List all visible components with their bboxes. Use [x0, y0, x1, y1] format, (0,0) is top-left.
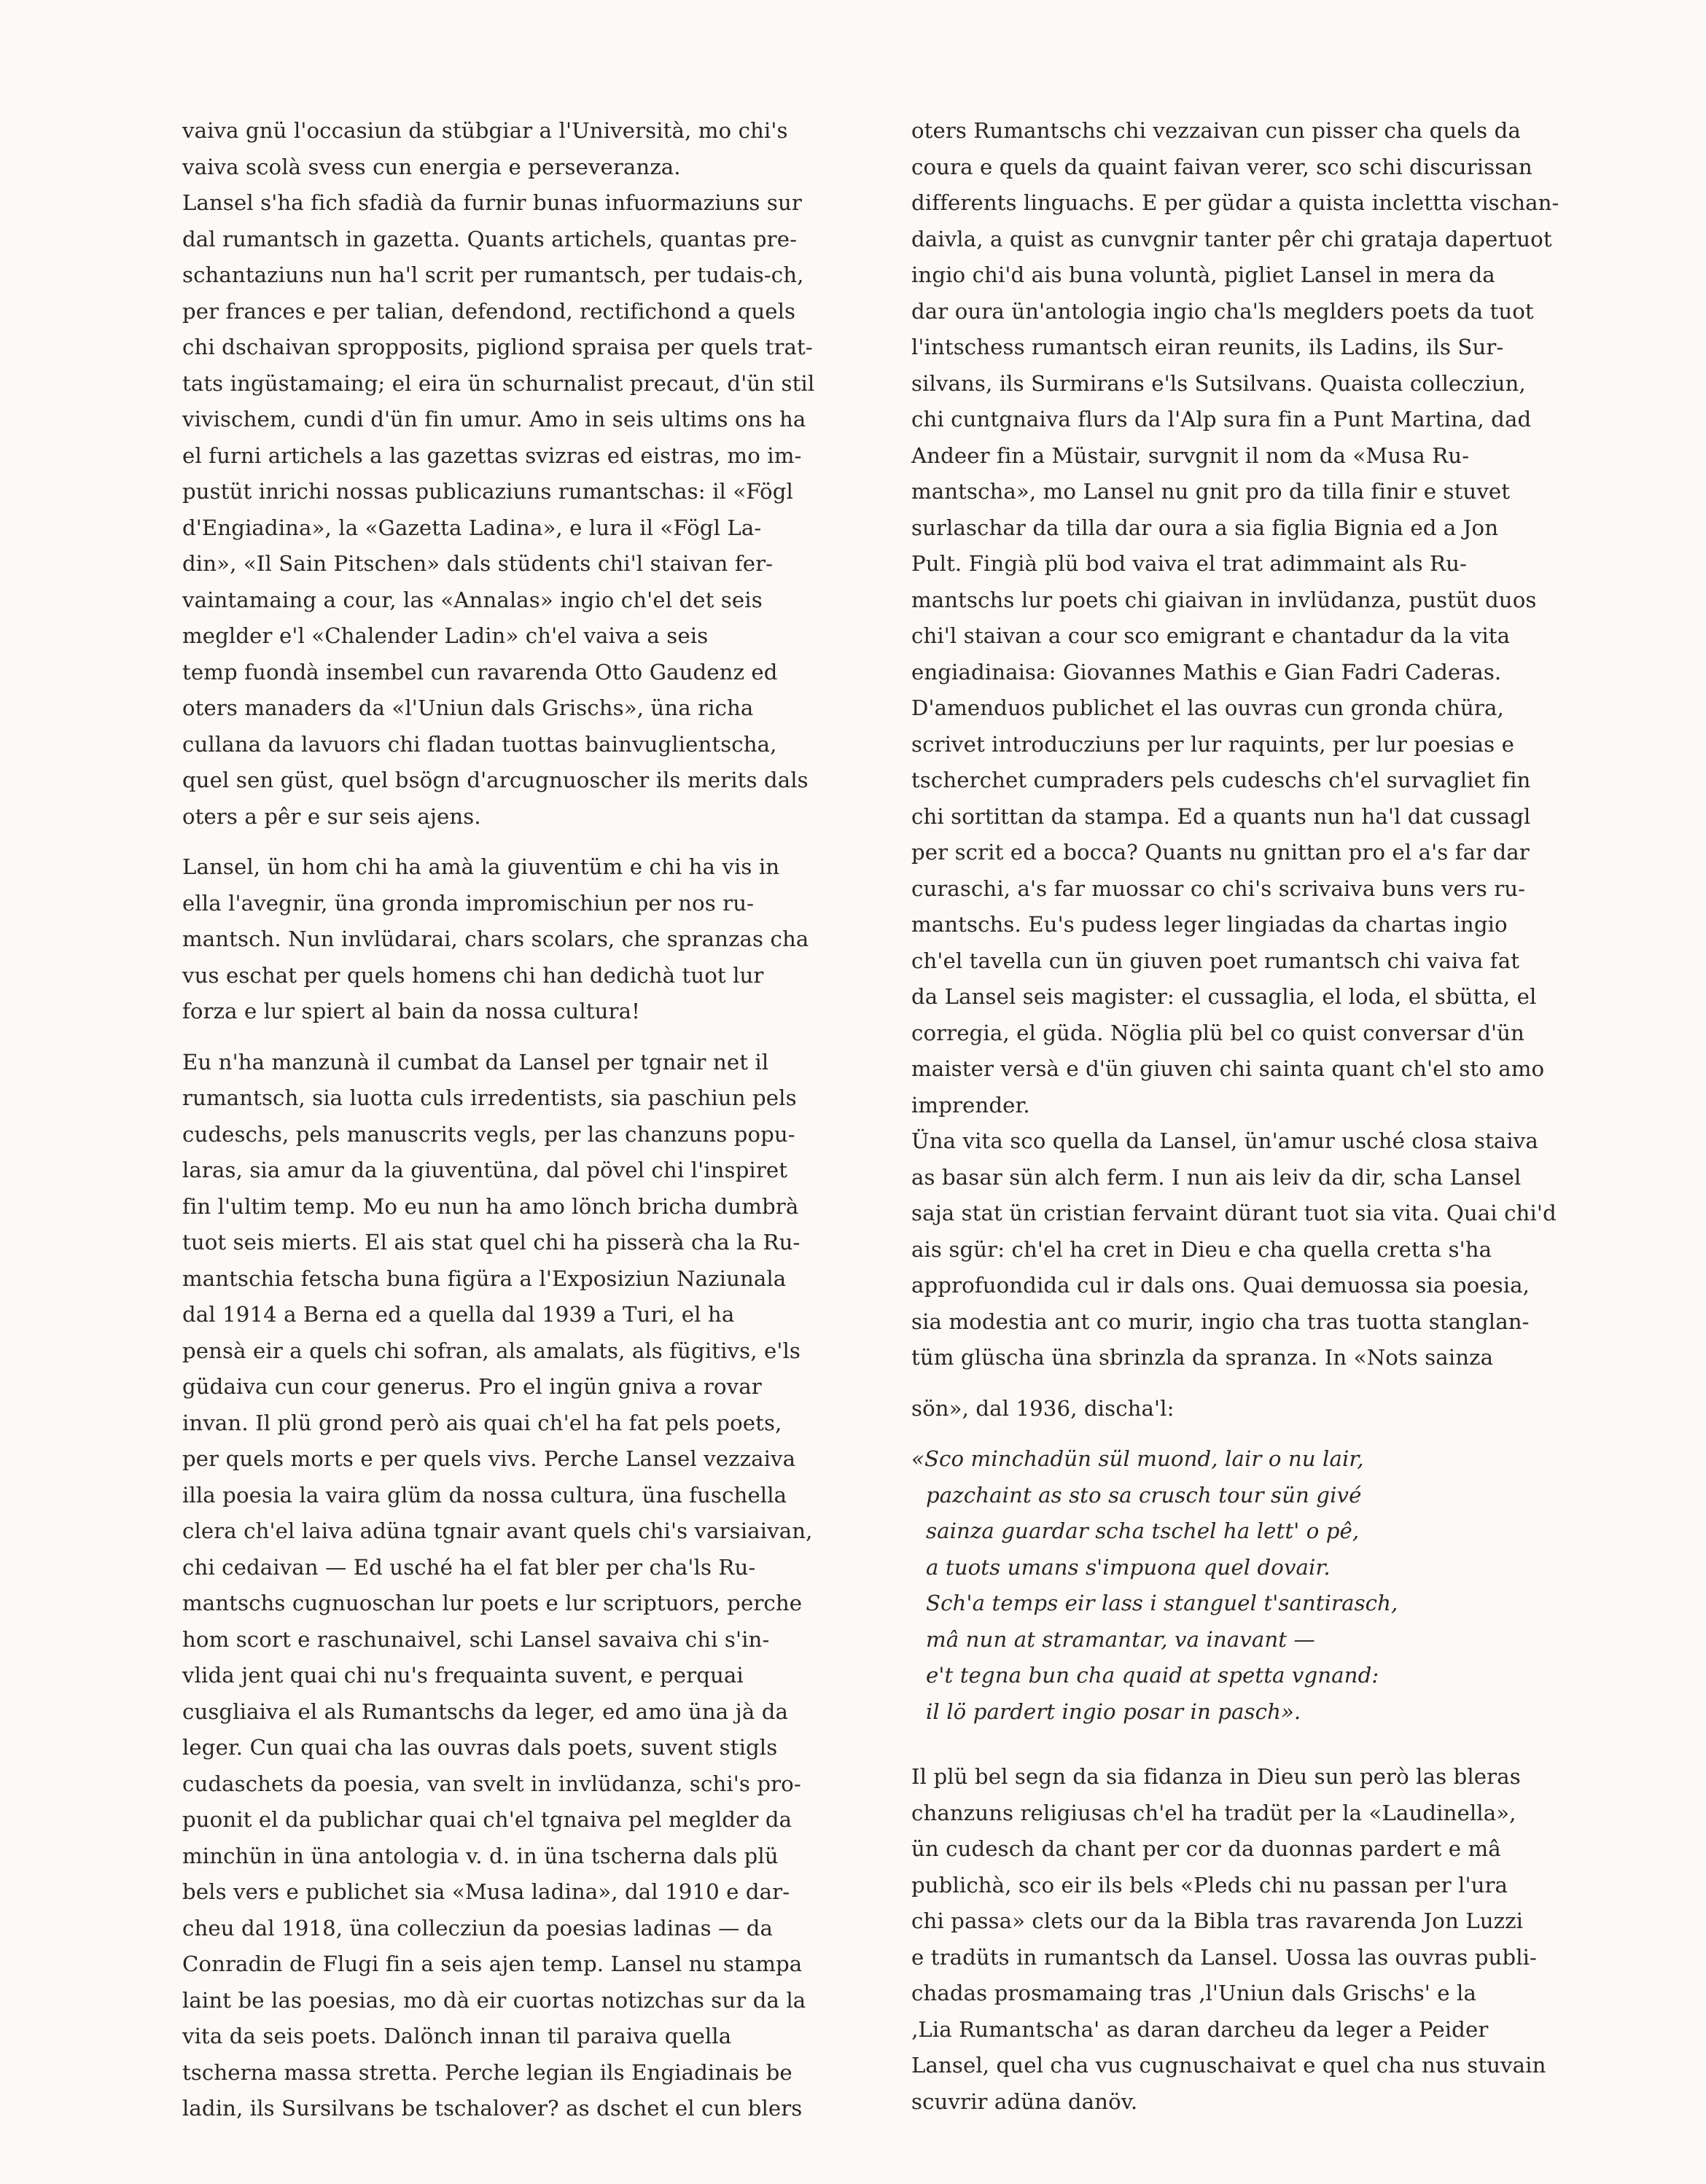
text-line: mantschia fetscha buna figüra a l'Exposiziun Naziunala — [182, 1265, 787, 1291]
paragraph-left-2 — [182, 185, 911, 835]
text-line: chanzuns religiusas ch'el ha tradüt per la «Laudinella», — [911, 1800, 1516, 1825]
text-line: chi dschaivan spropposits, pigliond spraisa per quels trat- — [182, 335, 813, 359]
text-line: vus eschat per quels homens chi han dedichà tuot lur — [182, 962, 764, 988]
text-line: invan. Il plü grond però ais quai ch'el ha fat pels poets, — [182, 1410, 782, 1435]
text-line: Lansel, quel cha vus cugnuschaivat e quel cha nus stuvain — [911, 2053, 1546, 2078]
text-line: ch'el tavella cun ün giuven poet rumantsch chi vaiva fat — [911, 948, 1520, 973]
text-line: d'Engiadina», la «Gazetta Ladina», e lura il «Fögl La- — [182, 515, 762, 540]
text-line: laras, sia amur da la giuventüna, dal pövel chi l'inspiret — [182, 1158, 788, 1182]
text-line: Üna vita sco quella da Lansel, ün'amur usché closa staiva — [911, 1128, 1538, 1153]
text-line: ‚Lia Rumantscha' as daran darcheu da leger a Peider — [911, 2016, 1489, 2042]
poem-quote — [911, 1441, 1640, 1730]
text-line: D'amenduos publichet el las ouvras cun gronda chüra, — [911, 695, 1504, 720]
text-line: surlaschar da tilla dar oura a sia figlia Bignia ed a Jon — [911, 515, 1499, 540]
text-line: Eu n'ha manzunà il cumbat da Lansel per tgnair net il — [182, 1049, 769, 1075]
text-line: Il plü bel segn da sia fidanza in Dieu sun però las bleras — [911, 1764, 1521, 1789]
text-line: cudeschs, pels manuscrits vegls, per las chanzuns popu- — [182, 1121, 795, 1147]
paragraph-left-3 — [182, 849, 911, 1030]
text-line: hom scort e raschunaivel, schi Lansel savaiva chi s'in- — [182, 1626, 770, 1652]
text-line: chi sortittan da stampa. Ed a quants nun ha'l dat cussagl — [911, 803, 1531, 829]
text-line: Andeer fin a Müstair, survgnit il nom da «Musa Ru- — [911, 442, 1470, 468]
left-column — [182, 113, 911, 2127]
text-line: güdaiva cun cour generus. Pro el ingün gniva a rovar — [182, 1374, 762, 1399]
text-line: laint be las poesias, mo dà eir cuortas notizchas sur da la — [182, 1987, 806, 2013]
text-line: cheu dal 1918, üna collecziun da poesias ladinas — da — [182, 1915, 774, 1941]
text-line: vlida jent quai chi nu's frequainta suvent, e perquai — [182, 1663, 744, 1688]
text-line: schantaziuns nun ha'l scrit per rumantsch, per tudais-ch, — [182, 262, 804, 287]
text-line: oters Rumantschs chi vezzaivan cun pisser cha quels da — [911, 118, 1521, 143]
text-line: as basar sün alch ferm. I nun ais leiv da dir, scha Lansel — [911, 1164, 1522, 1190]
text-line: leger. Cun quai cha las ouvras dals poets, suvent stigls — [182, 1735, 778, 1760]
text-line: chi'l staivan a cour sco emigrant e chantadur da la vita — [911, 623, 1511, 648]
text-line: mantscha», mo Lansel nu gnit pro da tilla finir e stuvet — [911, 479, 1511, 504]
text-line: silvans, ils Surmirans e'ls Sutsilvans. Quaista collecziun, — [911, 370, 1526, 396]
text-line: dal rumantsch in gazetta. Quants artichels, quantas pre- — [182, 226, 798, 251]
text-line: Conradin de Flugi fin a seis ajen temp. Lansel nu stampa — [182, 1951, 803, 1976]
text-line: minchün in üna antologia v. d. in üna tscherna dals plü — [182, 1843, 779, 1868]
poem-line: sainza guardar scha tschel ha lett' o pê, — [926, 1518, 1360, 1543]
text-line: tscherna massa stretta. Perche legian ils Engiadinais be — [182, 2059, 792, 2085]
text-line: vaiva gnü l'occasiun da stübgiar a l'Università, mo chi's — [182, 118, 788, 143]
text-line: dar oura ün'antologia ingio cha'ls meglders poets da tuot — [911, 298, 1534, 324]
text-line: scrivet introducziuns per lur raquints, per lur poesias e — [911, 731, 1514, 757]
text-line: per frances e per talian, defendond, rectifichond a quels — [182, 298, 796, 324]
text-line: per quels morts e per quels vivs. Perche Lansel vezzaiva — [182, 1446, 796, 1471]
text-line: l'intschess rumantsch eiran reunits, ils Ladins, ils Sur- — [911, 335, 1504, 359]
text-line: illa poesia la vaira glüm da nossa cultura, üna fuschella — [182, 1482, 787, 1508]
text-line: vivischem, cundi d'ün fin umur. Amo in seis ultims ons ha — [182, 407, 806, 432]
text-line: bels vers e publichet sia «Musa ladina», dal 1910 e dar- — [182, 1879, 790, 1904]
text-line: forza e lur spiert al bain da nossa cultura! — [182, 999, 640, 1023]
text-line: approfuondida cul ir dals ons. Quai demuossa sia poesia, — [911, 1273, 1530, 1298]
text-line: engiadinaisa: Giovannes Mathis e Gian Fadri Caderas. — [911, 659, 1502, 685]
poem-line: il lö pardert ingio posar in pasch». — [926, 1699, 1301, 1724]
text-line: meglder e'l «Chalender Ladin» ch'el vaiva a seis — [182, 623, 709, 648]
text-line: sön», dal 1936, discha'l: — [911, 1395, 1175, 1421]
text-line: imprender. — [911, 1092, 1030, 1118]
poem-line: pazchaint as sto sa crusch tour sün givé — [926, 1482, 1362, 1508]
text-line: maister versà e d'ün giuven chi sainta quant ch'el sto amo — [911, 1056, 1545, 1081]
text-line: vaintamaing a cour, las «Annalas» ingio ch'el det seis — [182, 587, 763, 612]
text-line: scuvrir adüna danöv. — [911, 2089, 1138, 2114]
text-line: mantschs lur poets chi giaivan in invlüdanza, pustüt duos — [911, 587, 1537, 612]
text-line: quel sen güst, quel bsögn d'arcugnuoscher ils merits dals — [182, 768, 809, 792]
text-line: mantsch. Nun invlüdarai, chars scolars, che spranzas cha — [182, 927, 809, 951]
text-line: temp fuondà insembel cun ravarenda Otto Gaudenz ed — [182, 659, 778, 685]
poem-line: e't tegna bun cha quaid at spetta vgnand: — [926, 1663, 1379, 1688]
text-line: mantschs cugnuoschan lur poets e lur scriptuors, perche — [182, 1591, 803, 1615]
text-line: oters a pêr e sur seis ajens. — [182, 803, 481, 829]
text-line: e tradüts in rumantsch da Lansel. Uossa las ouvras publi- — [911, 1944, 1538, 1970]
text-line: Pult. Fingià plü bod vaiva el trat adimmaint als Ru- — [911, 551, 1467, 576]
text-line: din», «Il Sain Pitschen» dals stüdents chi'l staivan fer- — [182, 551, 774, 576]
text-line: cudaschets da poesia, van svelt in invlüdanza, schi's pro- — [182, 1771, 801, 1796]
text-line: el furni artichels a las gazettas svizras ed eistras, mo im- — [182, 442, 802, 468]
text-line: cusgliaiva el als Rumantschs da leger, ed amo üna jà da — [182, 1699, 788, 1724]
text-line: vita da seis poets. Dalönch innan til paraiva quella — [182, 2024, 732, 2048]
text-line: curaschi, a's far muossar co chi's scrivaiva buns vers ru- — [911, 875, 1526, 901]
poem-line: Sch'a temps eir lass i stanguel t'santirasch, — [926, 1591, 1398, 1615]
text-line: chi passa» clets our da la Bibla tras ravarenda Jon Luzzi — [911, 1908, 1524, 1933]
text-line: coura e quels da quaint faivan verer, sco schi discurissan — [911, 154, 1532, 179]
text-line: ingio chi'd ais buna voluntà, pigliet Lansel in mera da — [911, 262, 1495, 287]
text-line: vaiva scolà svess cun energia e perseveranza. — [182, 154, 681, 179]
text-line: ais sgür: ch'el ha cret in Dieu e cha quella cretta s'ha — [911, 1236, 1492, 1262]
text-line: sia modestia ant co murir, ingio cha tras tuotta stanglan- — [911, 1309, 1530, 1334]
paragraph-right-2 — [911, 1123, 1640, 1427]
text-line: Lansel, ün hom chi ha amà la giuventüm e chi ha vis in — [182, 854, 780, 879]
text-line: cullana da lavuors chi fladan tuottas bainvuglientscha, — [182, 731, 777, 757]
text-line: rumantsch, sia luotta culs irredentists, sia paschiun pels — [182, 1085, 797, 1110]
text-line: differents linguachs. E per güdar a quista inclettta vischan- — [911, 190, 1559, 215]
text-line: publichà, sco eir ils bels «Pleds chi nu passan per l'ura — [911, 1872, 1508, 1898]
text-line: corregia, el güda. Nöglia plü bel co quist conversar d'ün — [911, 1020, 1524, 1045]
text-line: dal 1914 a Berna ed a quella dal 1939 a Turi, el ha — [182, 1302, 735, 1327]
text-line: ella l'avegnir, üna gronda impromischiun per nos ru- — [182, 890, 755, 916]
paragraph-right-3 — [911, 1759, 1640, 2120]
poem-line: a tuots umans s'impuona quel dovair. — [926, 1554, 1331, 1580]
text-line: pensà eir a quels chi sofran, als amalats, als fügitivs, e'ls — [182, 1338, 801, 1363]
text-line: tats ingüstamaing; el eira ün schurnalist precaut, d'ün stil — [182, 370, 815, 396]
text-line: puonit el da publichar quai ch'el tgnaiva pel meglder da — [182, 1807, 792, 1832]
poem-line: «Sco minchadün sül muond, lair o nu lair, — [911, 1446, 1364, 1471]
text-line: da Lansel seis magister: el cussaglia, el loda, el sbütta, el — [911, 984, 1537, 1009]
text-line: daivla, a quist as cunvgnir tanter pêr chi grataja dapertuot — [911, 226, 1552, 251]
text-line: Lansel s'ha fich sfadià da furnir bunas infuormaziuns sur — [182, 190, 802, 215]
text-line: chi cedaivan — Ed usché ha el fat bler per cha'ls Ru- — [182, 1554, 756, 1580]
paragraph-right-1 — [911, 113, 1640, 1123]
right-column — [911, 113, 1640, 2120]
paragraph-left-1 — [182, 113, 911, 185]
text-line: tscherchet cumpraders pels cudeschs ch'el survagliet fin — [911, 768, 1531, 792]
text-line: tüm glüscha üna sbrinzla da spranza. In «Nots sainza — [911, 1345, 1494, 1370]
poem-line: mâ nun at stramantar, va inavant — — [926, 1626, 1315, 1652]
text-line: tuot seis mierts. El ais stat quel chi ha pisserà cha la Ru- — [182, 1230, 801, 1255]
text-line: chi cuntgnaiva flurs da l'Alp sura fin a Punt Martina, dad — [911, 407, 1532, 432]
text-line: ün cudesch da chant per cor da duonnas pardert e mâ — [911, 1836, 1501, 1861]
text-line: chadas prosmamaing tras ‚l'Uniun dals Grischs' e la — [911, 1981, 1476, 2005]
text-line: saja stat ün cristian fervaint dürant tuot sia vita. Quai chi'd — [911, 1201, 1557, 1225]
text-line: pustüt inrichi nossas publicaziuns rumantschas: il «Fögl — [182, 479, 793, 504]
paragraph-left-4 — [182, 1045, 911, 2127]
text-line: ladin, ils Sursilvans be tschalover? as dschet el cun blers — [182, 2096, 803, 2121]
text-line: fin l'ultim temp. Mo eu nun ha amo lönch bricha dumbrà — [182, 1193, 799, 1219]
text-line: mantschs. Eu's pudess leger lingiadas da chartas ingio — [911, 912, 1508, 937]
text-line: per scrit ed a bocca? Quants nu gnittan pro el a's far dar — [911, 840, 1530, 865]
text-line: clera ch'el laiva adüna tgnair avant quels chi's varsiaivan, — [182, 1518, 813, 1543]
text-line: oters manaders da «l'Uniun dals Grischs», üna richa — [182, 695, 754, 720]
